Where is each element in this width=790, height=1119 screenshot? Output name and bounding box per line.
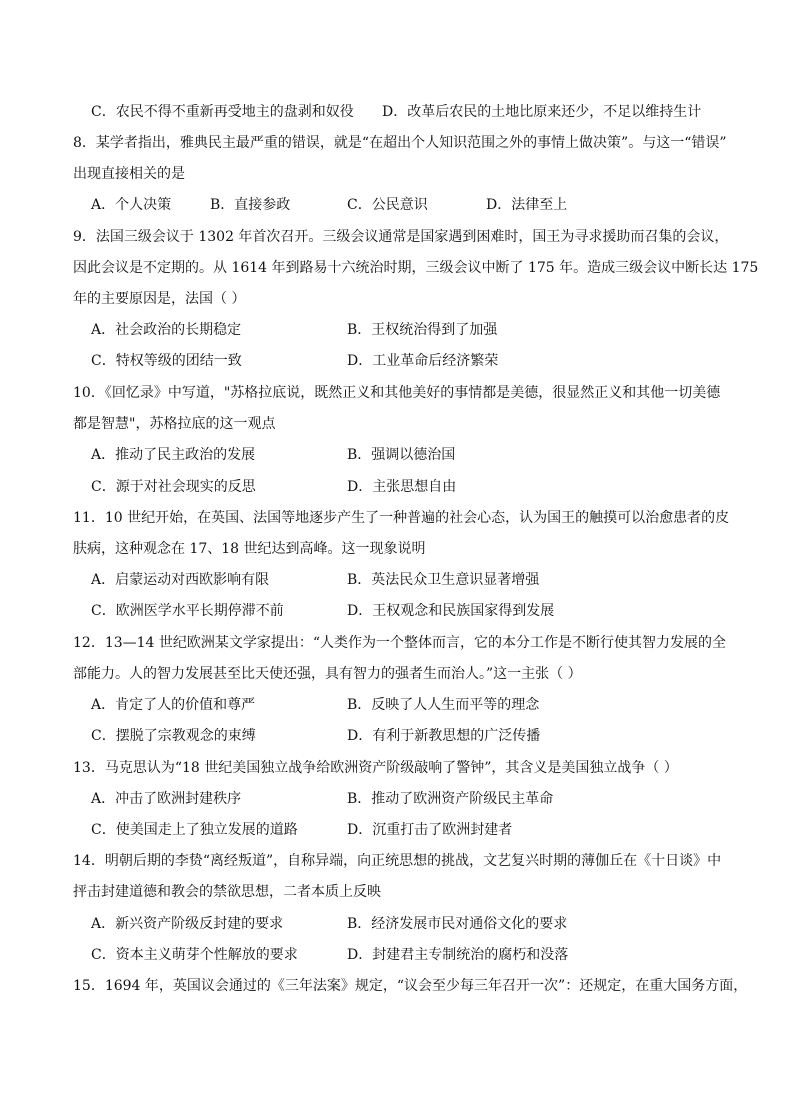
q8-stem-line-1: 8．某学者指出，雅典民主最严重的错误，就是“在超出个人知识范围之外的事情上做决策”。与这一“错误”	[73, 135, 727, 151]
q8-option-c: C．公民意识	[347, 197, 428, 213]
q13-option-a: A．冲击了欧洲封建秩序	[91, 791, 242, 807]
q12-stem-line-1: 12．13—14 世纪欧洲某文学家提出：“人类作为一个整体而言，它的本分工作是不断行使其智力发展的全	[73, 635, 727, 651]
q7-option-d: D．改革后农民的土地比原来还少，不足以维持生计	[382, 104, 702, 120]
q9-stem-line-2: 因此会议是不定期的。从 1614 年到路易十六统治时期，三级会议中断了 175 年。造成三级会议中断长达 175	[73, 260, 759, 276]
q9-stem-line-3: 年的主要原因是，法国（ ）	[73, 291, 246, 307]
q10-option-c: C．源于对社会现实的反思	[91, 479, 256, 495]
q14-stem-line-1: 14．明朝后期的李贽“离经叛道”，自称异端，向正统思想的挑战，文艺复兴时期的薄伽丘在《十日谈》中	[73, 853, 722, 869]
q10-option-a: A．推动了民主政治的发展	[91, 447, 256, 463]
q9-option-b: B．王权统治得到了加强	[347, 322, 498, 338]
q11-stem-line-2: 肤病，这种观念在 17、18 世纪达到高峰。这一现象说明	[73, 541, 426, 557]
q13-stem-line-1: 13．马克思认为“18 世纪美国独立战争给欧洲资产阶级敲响了警钟”，其含义是美国独立战争（ ）	[73, 760, 678, 776]
q8-stem-line-2: 出现直接相关的是	[73, 166, 185, 182]
q10-stem-line-1: 10．《回忆录》中写道，"苏格拉底说，既然正义和其他美好的事情都是美德，很显然正义和其他一切美德	[73, 385, 721, 401]
q14-option-a: A．新兴资产阶级反封建的要求	[91, 916, 284, 932]
q9-option-a: A．社会政治的长期稳定	[91, 322, 242, 338]
q11-stem-line-1: 11．10 世纪开始，在英国、法国等地逐步产生了一种普遍的社会心态，认为国王的触摸可以治愈患者的皮	[73, 510, 730, 526]
q10-stem-line-2: 都是智慧"，苏格拉底的这一观点	[73, 416, 276, 432]
q10-option-d: D．主张思想自由	[347, 479, 457, 495]
q12-option-a: A．肯定了人的价值和尊严	[91, 697, 256, 713]
q15-stem-line-1: 15．1694 年，英国议会通过的《三年法案》规定，“议会至少每三年召开一次”：还规定，在重大国务方面，	[73, 978, 748, 994]
q12-option-d: D．有利于新教思想的广泛传播	[347, 728, 541, 744]
q9-stem-line-1: 9．法国三级会议于 1302 年首次召开。三级会议通常是国家遇到困难时，国王为寻求援助而召集的会议，	[73, 229, 729, 245]
q11-option-d: D．王权观念和民族国家得到发展	[347, 603, 555, 619]
q14-option-d: D．封建君主专制统治的腐朽和没落	[347, 947, 569, 963]
q12-option-b: B．反映了人人生而平等的理念	[347, 697, 540, 713]
q12-stem-line-2: 部能力。人的智力发展甚至比天使还强，具有智力的强者生而治人。”这一主张（ ）	[73, 666, 582, 682]
q11-option-a: A．启蒙运动对西欧影响有限	[91, 572, 270, 588]
q8-option-d: D．法律至上	[486, 197, 568, 213]
q8-option-a: A．个人决策	[91, 197, 172, 213]
q13-option-c: C．使美国走上了独立发展的道路	[91, 822, 298, 838]
q8-option-b: B．直接参政	[210, 197, 291, 213]
q14-option-c: C．资本主义萌芽个性解放的要求	[91, 947, 298, 963]
q14-option-b: B．经济发展市民对通俗文化的要求	[347, 916, 568, 932]
q11-option-c: C．欧洲医学水平长期停滞不前	[91, 603, 284, 619]
q13-option-d: D．沉重打击了欧洲封建者	[347, 822, 513, 838]
q13-option-b: B．推动了欧洲资产阶级民主革命	[347, 791, 554, 807]
q9-option-d: D．工业革命后经济繁荣	[347, 353, 499, 369]
q12-option-c: C．摆脱了宗教观念的束缚	[91, 728, 256, 744]
q9-option-c: C．特权等级的团结一致	[91, 353, 242, 369]
q10-option-b: B．强调以德治国	[347, 447, 456, 463]
q11-option-b: B．英法民众卫生意识显著增强	[347, 572, 540, 588]
q7-option-c: C．农民不得不重新再受地主的盘剥和奴役	[91, 104, 354, 120]
q14-stem-line-2: 抨击封建道德和教会的禁欲思想，二者本质上反映	[73, 884, 381, 900]
